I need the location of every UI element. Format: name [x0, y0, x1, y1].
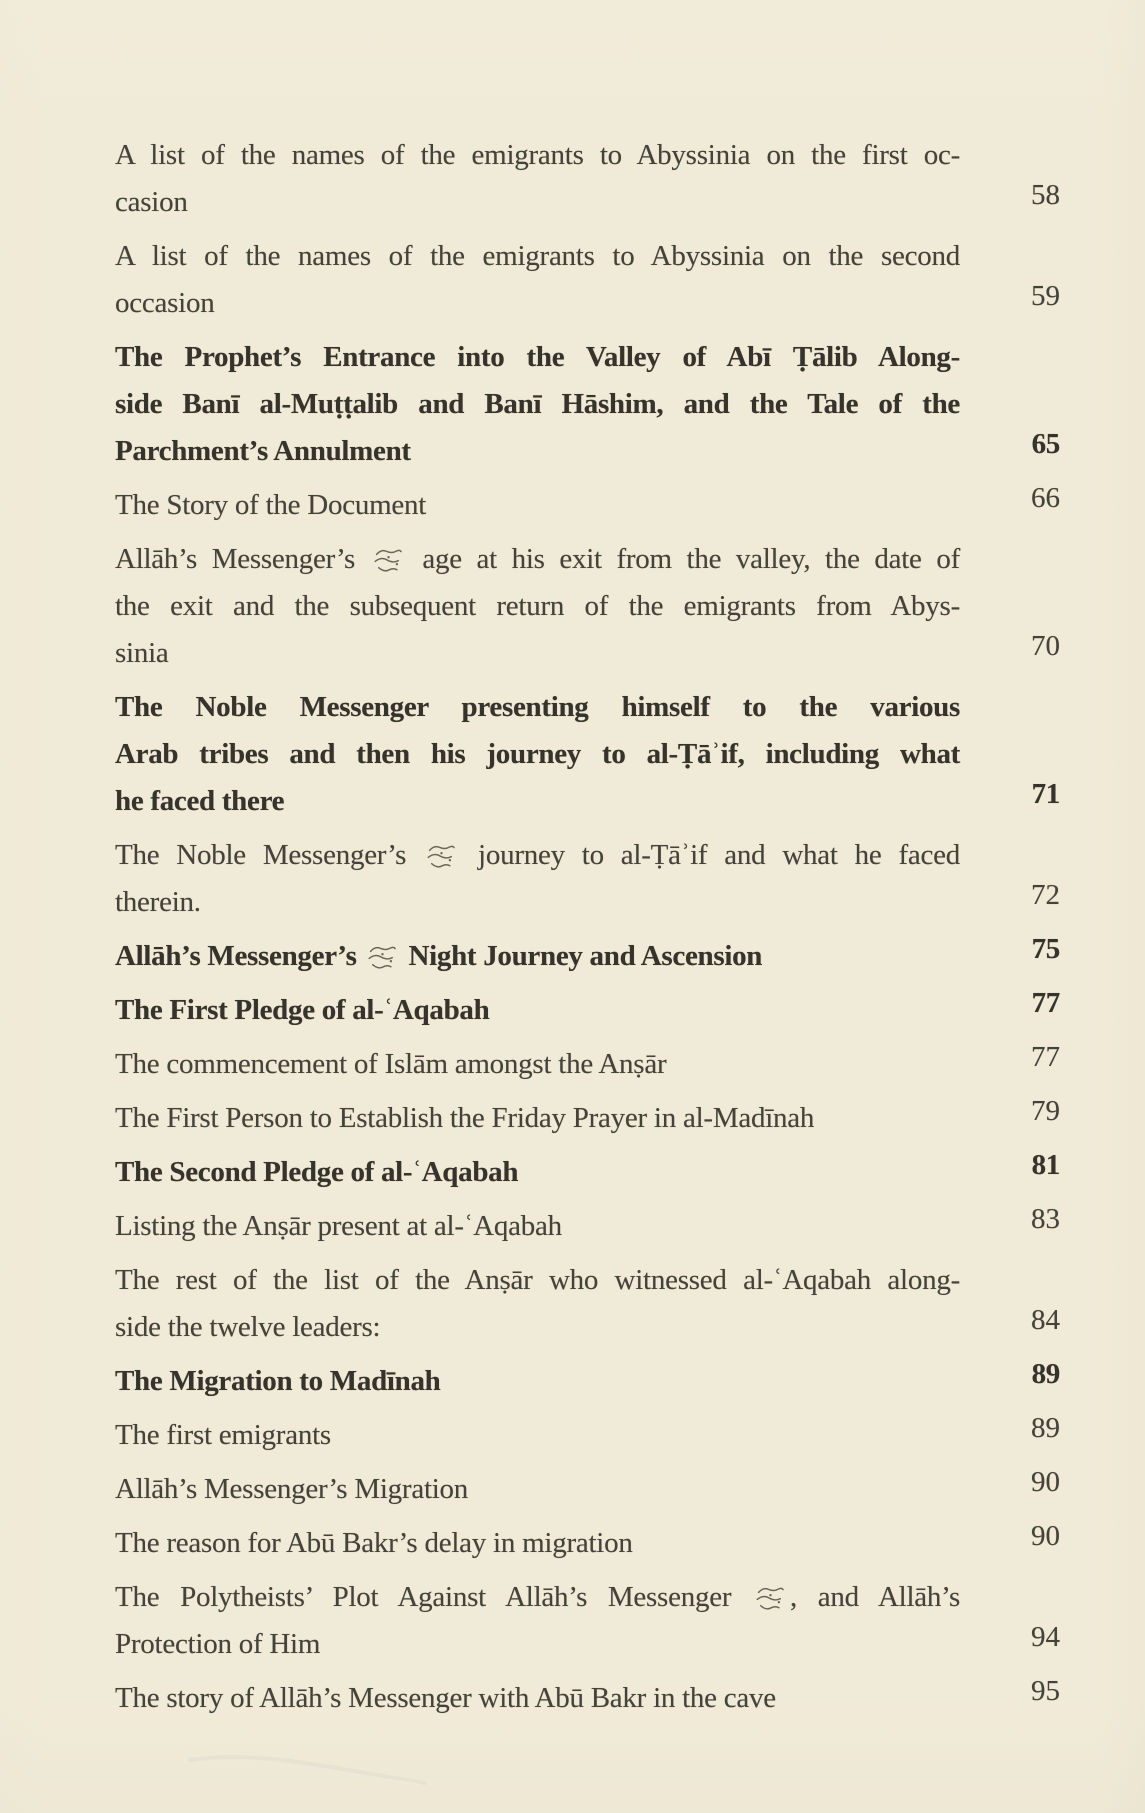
toc-entry — [115, 233, 1060, 327]
toc-entry — [115, 1149, 1060, 1196]
toc-entry-title — [115, 1412, 960, 1459]
honorific-icon — [755, 1584, 786, 1612]
toc-line: Listing the Anṣār present at al-ʿAqabah — [115, 1210, 562, 1242]
toc-entry-title — [115, 334, 960, 475]
toc-entry — [115, 1574, 1060, 1668]
toc-entry — [115, 1675, 1060, 1722]
toc-entry — [115, 933, 1060, 980]
toc-entry-page-number: 71 — [1031, 778, 1060, 810]
toc-entry-page-number: 59 — [1031, 280, 1060, 312]
toc-line: The First Pledge of al-ʿAqabah — [115, 994, 490, 1026]
toc-line: Allāh’s Messenger’s age at his exit from the valley, the date of — [115, 543, 960, 575]
toc-entry-title — [115, 1520, 960, 1567]
toc-entry-title — [115, 1358, 960, 1405]
toc-entry — [115, 1095, 1060, 1142]
toc-line: the exit and the subsequent return of the emigrants from Abys- — [115, 590, 960, 622]
toc-entry-page-number: 89 — [1031, 1412, 1060, 1444]
toc-entry — [115, 1466, 1060, 1513]
honorific-icon — [373, 546, 404, 574]
toc-entry — [115, 1203, 1060, 1250]
toc-line: The Story of the Document — [115, 489, 427, 521]
toc-line: A list of the names of the emigrants to Abyssinia on the second — [115, 240, 960, 272]
toc-line: A list of the names of the emigrants to Abyssinia on the first oc- — [115, 139, 960, 171]
toc-line: The Second Pledge of al-ʿAqabah — [115, 1156, 519, 1188]
toc-entry-title — [115, 832, 960, 926]
toc-line: The Noble Messenger’s journey to al-Ṭāʾif and what he faced — [115, 839, 960, 871]
honorific-icon — [426, 842, 457, 870]
toc-entry-page-number: 70 — [1031, 630, 1060, 662]
toc-line: Protection of Him — [115, 1628, 321, 1660]
toc-entry-page-number: 65 — [1031, 428, 1060, 460]
toc-entry-page-number: 90 — [1031, 1466, 1060, 1498]
toc-entry-page-number: 90 — [1031, 1520, 1060, 1552]
toc-entry-title — [115, 1203, 960, 1250]
toc-entry-page-number: 72 — [1031, 879, 1060, 911]
toc-entry-title — [115, 233, 960, 327]
toc-entry-page-number: 79 — [1031, 1095, 1060, 1127]
toc-entry — [115, 1520, 1060, 1567]
toc-entry-page-number: 95 — [1031, 1675, 1060, 1707]
toc-entry-page-number: 94 — [1031, 1621, 1060, 1653]
toc-line: sinia — [115, 637, 169, 669]
toc-line: The Noble Messenger presenting himself to the various — [115, 691, 960, 723]
toc-line: The story of Allāh’s Messenger with Abū Bakr in the cave — [115, 1682, 776, 1714]
toc-entry-page-number: 75 — [1031, 933, 1060, 965]
toc-entry-page-number: 66 — [1031, 482, 1060, 514]
toc-entry-title — [115, 987, 960, 1034]
toc-entry — [115, 132, 1060, 226]
toc-line: The Migration to Madīnah — [115, 1365, 441, 1397]
toc-entry-title — [115, 933, 960, 980]
toc-entry — [115, 334, 1060, 475]
toc-entry — [115, 1257, 1060, 1351]
toc-entry-page-number: 81 — [1031, 1149, 1060, 1181]
toc-entry-title — [115, 1257, 960, 1351]
toc-entry-page-number: 77 — [1031, 987, 1060, 1019]
toc-line: The First Person to Establish the Friday Prayer in al-Madīnah — [115, 1102, 815, 1134]
toc-line: side the twelve leaders: — [115, 1311, 381, 1343]
toc-entry-page-number: 58 — [1031, 179, 1060, 211]
toc-line: Arab tribes and then his journey to al-Ṭāʾif, including what — [115, 738, 960, 770]
toc-line: The Prophet’s Entrance into the Valley of Abī Ṭālib Along- — [115, 341, 960, 373]
toc-line: The Polytheists’ Plot Against Allāh’s Messenger , and Allāh’s — [115, 1581, 960, 1613]
toc-line: Allāh’s Messenger’s Migration — [115, 1473, 469, 1505]
toc-line: side Banī al-Muṭṭalib and Banī Hāshim, and the Tale of the — [115, 388, 960, 420]
toc-entry-title — [115, 482, 960, 529]
toc-entry-page-number: 83 — [1031, 1203, 1060, 1235]
toc-entry-title — [115, 1149, 960, 1196]
toc-line: occasion — [115, 287, 215, 319]
toc-entry-page-number: 89 — [1031, 1358, 1060, 1390]
toc-entry-title — [115, 132, 960, 226]
toc-entry-title — [115, 536, 960, 677]
toc-line: Allāh’s Messenger’s Night Journey and Ascension — [115, 940, 763, 972]
toc-entry — [115, 987, 1060, 1034]
toc-line: The rest of the list of the Anṣār who witnessed al-ʿAqabah along- — [115, 1264, 960, 1296]
toc-line: he faced there — [115, 785, 285, 817]
toc-entry — [115, 832, 1060, 926]
toc-entry — [115, 1412, 1060, 1459]
honorific-icon — [367, 943, 398, 971]
toc-entry-page-number: 77 — [1031, 1041, 1060, 1073]
toc-entry-title — [115, 1041, 960, 1088]
toc-line: The first emigrants — [115, 1419, 331, 1451]
toc-entry — [115, 536, 1060, 677]
toc-entry-page-number: 84 — [1031, 1304, 1060, 1336]
toc-entry — [115, 684, 1060, 825]
toc-line: therein. — [115, 886, 201, 918]
toc-entry — [115, 1358, 1060, 1405]
toc-line: The commencement of Islām amongst the Anṣār — [115, 1048, 667, 1080]
toc-line: The reason for Abū Bakr’s delay in migration — [115, 1527, 633, 1559]
toc-entry — [115, 1041, 1060, 1088]
toc-entry-title — [115, 684, 960, 825]
toc-entry — [115, 482, 1060, 529]
toc-entry-title — [115, 1675, 960, 1722]
toc-entry-title — [115, 1466, 960, 1513]
toc-entry-title — [115, 1574, 960, 1668]
toc-line: Parchment’s Annulment — [115, 435, 411, 467]
toc-line: casion — [115, 186, 188, 218]
toc-entry-title — [115, 1095, 960, 1142]
